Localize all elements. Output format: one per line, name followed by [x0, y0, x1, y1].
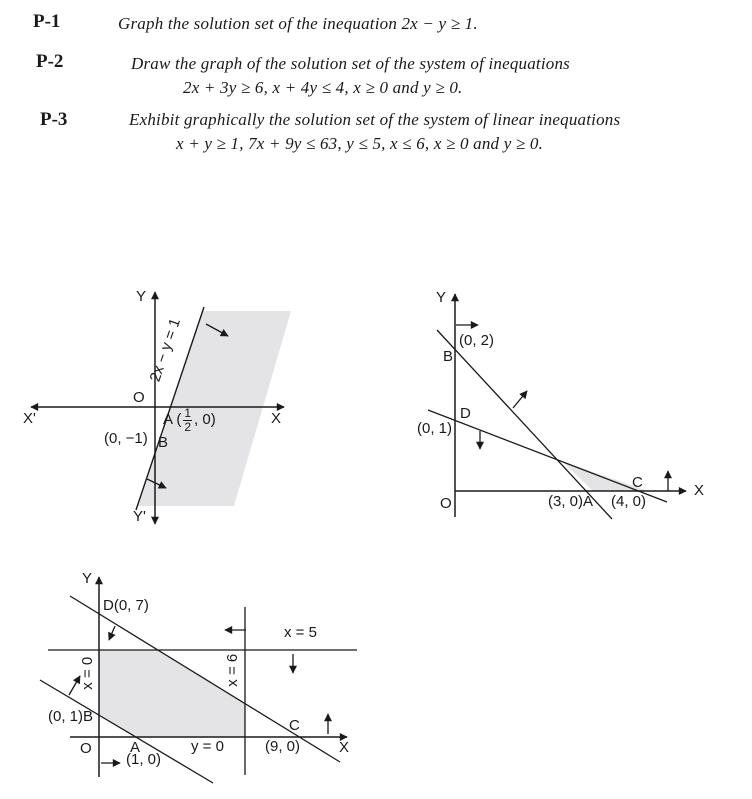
problem-1-number: P-1: [33, 11, 61, 32]
fig1-point-b-name: B: [158, 434, 169, 451]
fig2-point-b-name: B: [443, 348, 454, 365]
fraction-denominator: 2: [184, 419, 192, 434]
fig1-point-a-suffix: , 0): [194, 410, 216, 428]
fig3-point-c-name: C: [289, 717, 300, 734]
fig2-point-c-name: C: [632, 474, 643, 491]
fig3-point-b-label: (0, 1)B: [48, 708, 94, 725]
fig3-line-y0-label: y = 0: [191, 738, 224, 755]
problem-3-number: P-3: [40, 109, 68, 130]
problem-3-text: Exhibit graphically the solution set of the system of linear inequations: [129, 110, 621, 129]
fig2-origin-label: O: [440, 495, 452, 512]
fig3-canvas: [20, 565, 365, 799]
problem-2-math: 2x + 3y ≥ 6, x + 4y ≤ 4, x ≥ 0 and y ≥ 0.: [183, 78, 463, 97]
fig2-point-b-coord: (0, 2): [459, 332, 495, 349]
fig2-x-axis-label: X: [694, 482, 705, 499]
fig3-y-axis-label: Y: [82, 570, 93, 587]
fig1-origin-label: O: [133, 389, 145, 406]
fig3-point-c-coord: (9, 0): [265, 738, 301, 755]
fig2-point-a-label: (3, 0)A: [548, 493, 594, 510]
fig2-point-c-coord: (4, 0): [611, 493, 647, 510]
fig2-canvas: [405, 280, 725, 525]
fraction-numerator: 1: [184, 405, 192, 420]
fig1-point-b-coord: (0, −1): [104, 430, 148, 447]
problem-2-number: P-2: [36, 51, 64, 72]
fig1-x-prime-axis-label: X': [23, 410, 36, 427]
problem-2-text: Draw the graph of the solution set of the system of inequations: [131, 54, 570, 73]
fig1-x-axis-label: X: [271, 410, 282, 427]
fig1-line-equation-label: 2x − y = 1: [146, 316, 185, 384]
fig3-line-x0-label: x = 0: [78, 656, 96, 690]
fig3-line-x5-label: x = 5: [284, 624, 317, 641]
fig3-origin-label: O: [80, 740, 92, 757]
problem-3-math: x + y ≥ 1, 7x + 9y ≤ 63, y ≤ 5, x ≤ 6, x ≥ 0 and y ≥ 0.: [176, 134, 544, 153]
fig3-x-axis-label: X: [339, 739, 350, 756]
fig2-point-d-coord: (0, 1): [417, 420, 453, 437]
fig1-y-axis-label: Y: [136, 288, 147, 305]
fig2-arrow-2x-3y-ge-6: [513, 391, 527, 408]
fig1-point-a-fraction: [183, 407, 192, 433]
fig3-point-a-coord: (1, 0): [126, 751, 162, 768]
fig1-y-prime-axis-label: Y': [133, 508, 146, 525]
fig1-point-a-label: [163, 407, 216, 433]
fig3-line-x6-label: x = 6: [223, 653, 241, 687]
fig3-arrow-7x-9y-le-63: [109, 626, 115, 640]
fig1-point-a-prefix: A (: [163, 410, 182, 428]
fig3-point-d-label: D(0, 7): [103, 597, 149, 614]
problem-1-text: Graph the solution set of the inequation 2x − y ≥ 1.: [118, 14, 478, 33]
fig3-point-a-name: A: [130, 739, 141, 756]
fig2-point-d-name: D: [460, 405, 471, 422]
fig2-y-axis-label: Y: [436, 289, 447, 306]
